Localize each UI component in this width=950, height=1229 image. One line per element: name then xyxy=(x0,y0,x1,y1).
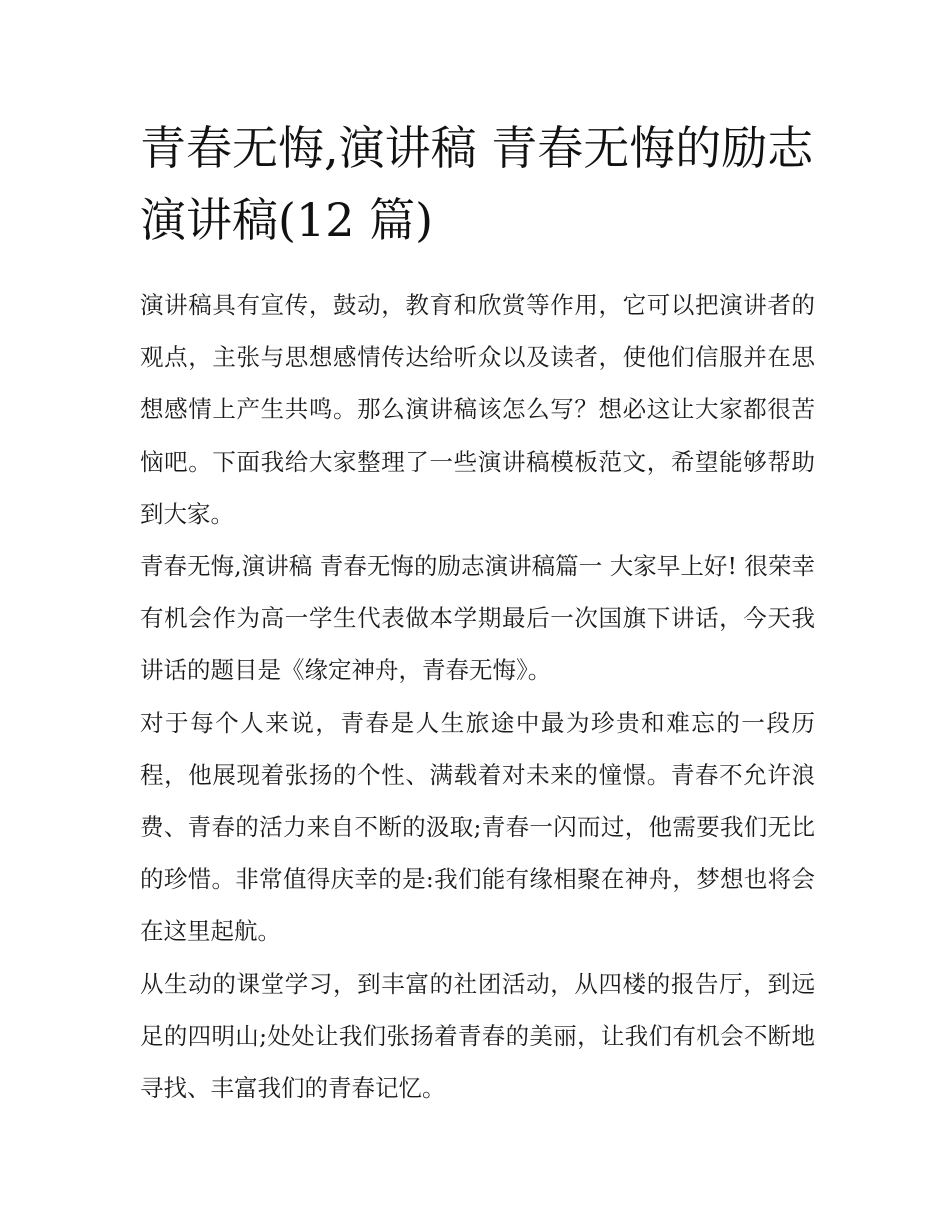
document-body xyxy=(140,279,815,1114)
paragraph-opening: 青春无悔,演讲稿 青春无悔的励志演讲稿篇一 大家早上好! 很荣幸有机会作为高一学生代表做本学期最后一次国旗下讲话，今天我讲话的题目是《缘定神舟，青春无悔》。 xyxy=(140,552,815,685)
paragraph-intro: 演讲稿具有宣传，鼓动，教育和欣赏等作用，它可以把演讲者的观点，主张与思想感情传达给听众以及读者，使他们信服并在思想感情上产生共鸣。那么演讲稿该怎么写？想必这让大家都很苦恼吧。下面我给大家整理了一些演讲稿模板范文，希望能够帮助到大家。 xyxy=(140,291,815,528)
document-title: 青春无悔,演讲稿 青春无悔的励志演讲稿(12 篇) xyxy=(140,121,814,247)
paragraph-youth: 对于每个人来说，青春是人生旅途中最为珍贵和难忘的一段历程，他展现着张扬的个性、满载着对未来的憧憬。青春不允许浪费、青春的活力来自不断的汲取;青春一闪而过，他需要我们无比的珍惜。非常值得庆幸的是:我们能有缘相聚在神舟，梦想也将会在这里起航。 xyxy=(140,708,815,946)
paragraph-memories: 从生动的课堂学习，到丰富的社团活动，从四楼的报告厅，到远足的四明山;处处让我们张扬着青春的美丽，让我们有机会不断地寻找、丰富我们的青春记忆。 xyxy=(140,969,815,1103)
